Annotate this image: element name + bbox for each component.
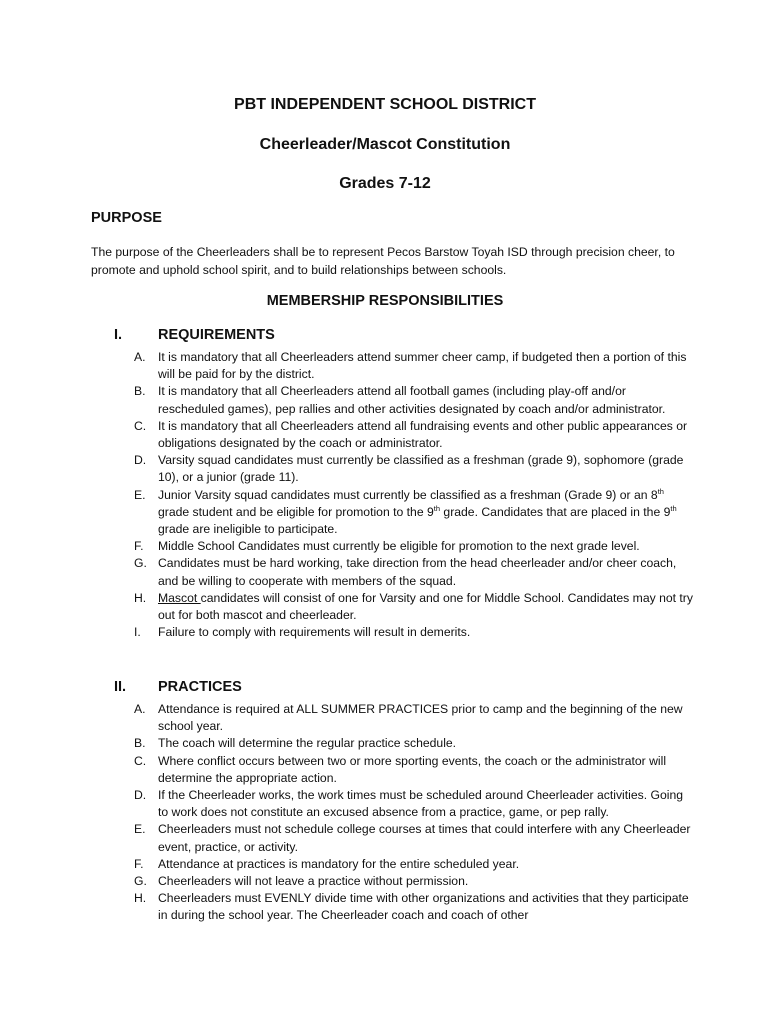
list-item [134,349,694,383]
underlined-word: Mascot [158,590,201,605]
list-item [134,821,694,855]
list-item [134,487,694,539]
item-letter: D. [134,788,147,803]
item-letter: H. [134,891,147,906]
item-text: Where conflict occurs between two or more sporting events, the coach or the administrator will determine the appropriate action. [158,753,667,785]
practices-list [134,701,694,925]
item-letter: D. [134,453,147,468]
ordinal-suffix: th [657,486,664,496]
item-text: Cheerleaders will not leave a practice without permission. [158,874,469,889]
item-text: It is mandatory that all Cheerleaders attend all fundraising events and other public appearances or obligations designated by the coach or administrator. [158,418,688,451]
item-letter: G. [134,556,147,571]
item-text-part: candidates will consist of one for Varsity and one for Middle School. Candidates may not try out for both mascot and cheerleader. [158,590,693,623]
item-letter: B. [134,736,146,751]
item-text-part: Junior Varsity squad candidates must currently be classified as a freshman (Grade 9) or an 8 [158,487,658,502]
purpose-heading: PURPOSE [91,210,162,226]
item-text-part: grade are ineligible to participate. [158,522,338,537]
item-text: The coach will determine the regular practice schedule. [158,736,457,751]
item-letter: F. [134,856,144,871]
item-text: If the Cheerleader works, the work times must be scheduled around Cheerleader activities. Going to work does not constitute an excused absence from a practice, game, or pep rally. [158,788,684,820]
item-letter: I. [134,625,141,640]
item-text: Attendance is required at ALL SUMMER PRACTICES prior to camp and the beginning of the new school year. [158,702,683,734]
grades-title: Grades 7-12 [339,175,431,192]
item-letter: C. [134,418,147,433]
item-letter: C. [134,753,147,768]
item-letter: H. [134,590,147,605]
item-text: Attendance at practices is mandatory for the entire scheduled year. [158,856,520,871]
item-letter: F. [134,539,144,554]
list-item [134,856,694,873]
item-letter: E. [134,822,146,837]
item-text-part: grade student and be eligible for promotion to the 9 [158,504,434,519]
item-text: It is mandatory that all Cheerleaders attend all football games (including play-off and/or rescheduled games), pep rallies and other activities designated by coach and/or administrator. [158,384,666,416]
ordinal-suffix: th [433,503,441,513]
item-text [158,487,694,539]
list-item [134,753,694,787]
section-title: PRACTICES [158,679,242,695]
item-letter: E. [134,487,146,502]
purpose-paragraph: The purpose of the Cheerleaders shall be to represent Pecos Barstow Toyah ISD through precision cheer, to promote and uphold school spirit, and to build relationships between schools. [91,245,675,277]
list-item [134,590,694,624]
list-item [134,452,694,486]
item-letter: B. [134,384,146,399]
list-item [134,555,694,589]
practices-section-heading [114,679,414,695]
list-item [134,735,694,752]
list-item [134,873,694,890]
item-text: Failure to comply with requirements will result in demerits. [158,625,471,640]
item-text-part: grade. Candidates that are placed in the 9 [440,504,671,519]
list-item [134,787,694,821]
item-letter: G. [134,874,147,889]
item-text: Middle School Candidates must currently be eligible for promotion to the next grade level. [158,539,640,554]
requirements-section-heading [114,327,414,343]
ordinal-suffix: th [670,503,677,513]
list-item [134,383,694,417]
item-text: Cheerleaders must EVENLY divide time with other organizations and activities that they participate in during the school year. The Cheerleader coach and coach of other [158,891,689,923]
item-letter: A. [134,350,146,364]
list-item [134,418,694,452]
item-letter: A. [134,702,146,716]
list-item [134,538,694,555]
item-text [158,590,694,624]
requirements-list [134,349,694,641]
list-item [134,701,694,735]
section-numeral: II. [114,679,127,695]
item-text: Candidates must be hard working, take direction from the head cheerleader and/or cheer coach, and be willing to cooperate with members of the squad. [158,556,677,588]
section-title: REQUIREMENTS [158,327,275,343]
item-text: It is mandatory that all Cheerleaders attend summer cheer camp, if budgeted then a portion of this will be paid for by the district. [158,350,687,382]
item-text: Cheerleaders must not schedule college courses at times that could interfere with any Cheerleader event, practice, or activity. [158,822,691,854]
constitution-title: Cheerleader/Mascot Constitution [259,136,511,153]
list-item [134,890,694,924]
section-numeral: I. [114,327,123,343]
district-title: PBT INDEPENDENT SCHOOL DISTRICT [234,96,536,113]
list-item [134,624,694,641]
item-text: Varsity squad candidates must currently be classified as a freshman (grade 9), sophomore (grade 10), or a junior (grade 11). [158,453,684,485]
membership-heading: MEMBERSHIP RESPONSIBILITIES [266,293,504,309]
